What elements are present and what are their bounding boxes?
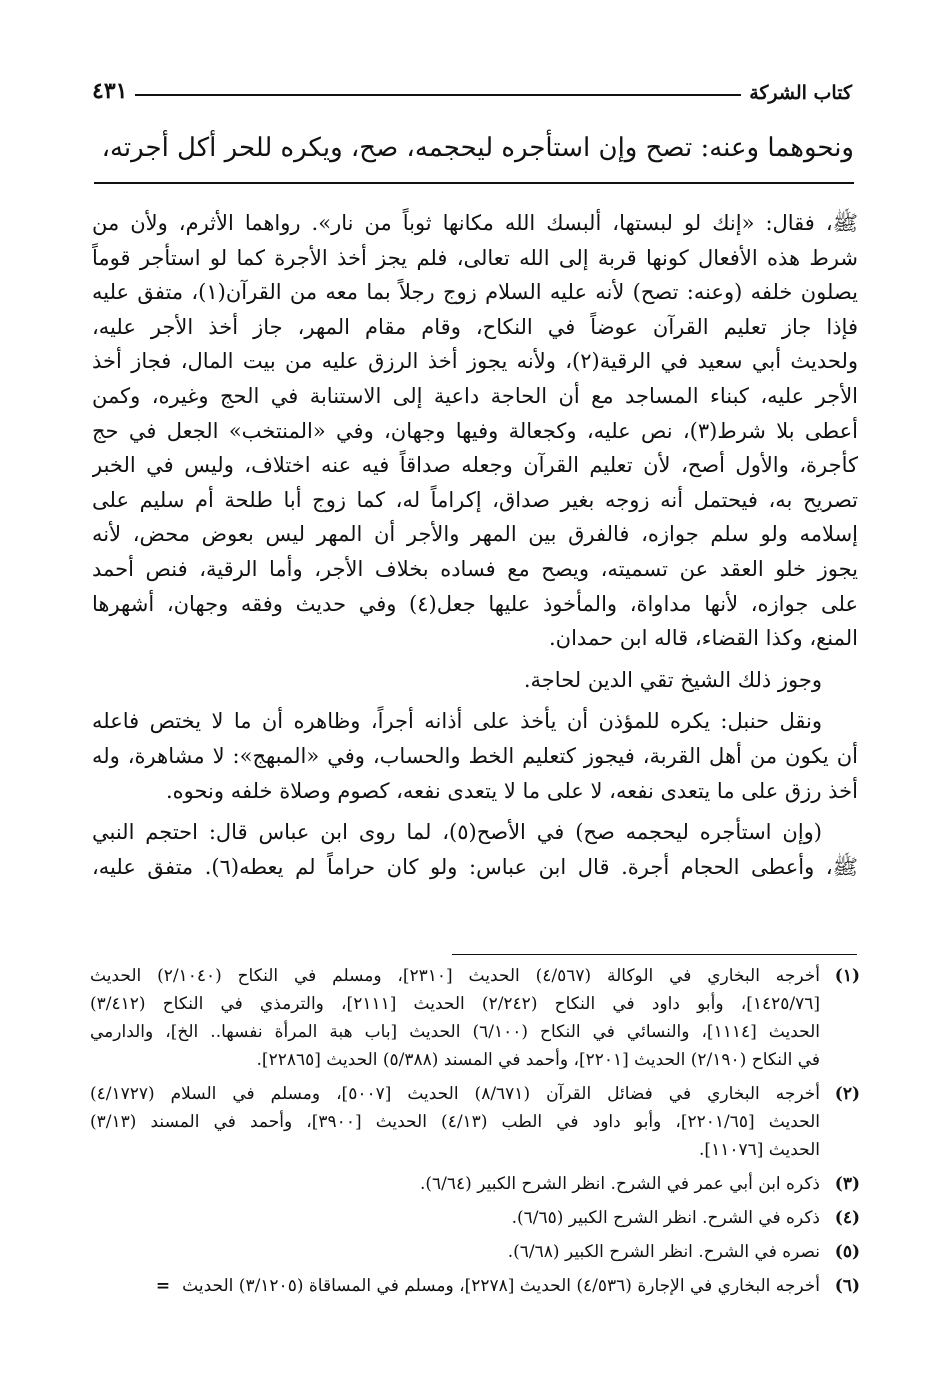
matn-text: ونحوهما وعنه: تصح وإن استأجره ليحجمه، صح، ويكره للحر أكل أجرته، — [101, 133, 854, 163]
text-line: وجوز ذلك الشيخ تقي الدين لحاجة. — [523, 667, 822, 692]
footnote-number: (٦) — [834, 1276, 860, 1296]
footnote-5 — [90, 1238, 860, 1266]
footnote-separator — [452, 954, 857, 955]
page-number: ٤٣١ — [92, 78, 128, 104]
text-line: تصريح به، فيحتمل أنه زوجه بغير صداق، إكراماً له، كما زوج أبا طلحة أم سليم على — [92, 487, 858, 512]
footnote-line — [90, 1272, 820, 1300]
footnote-1 — [90, 962, 860, 1074]
footnote-number: (٥) — [834, 1242, 860, 1262]
footnote-number: (٢) — [834, 1084, 860, 1104]
footnote-text — [90, 1170, 820, 1198]
footnote-line: الحديث [١١١٤]، والنسائي في النكاح (٦/١٠٠) الحديث [باب هبة المرأة نفسها.. الخ]، والدارمي — [90, 1022, 820, 1042]
text-line: إسلامه ولو سلم جوازه، فالفرق بين المهر والأجر أن المهر ليس بعوض محض، لأنه — [92, 522, 858, 547]
commentary — [92, 206, 858, 884]
commentary-paragraph-4 — [92, 815, 858, 884]
running-header — [92, 66, 852, 104]
footnote-line: نصره في الشرح. انظر الشرح الكبير (٦/٦٨). — [507, 1242, 820, 1262]
footnote-text — [90, 962, 820, 1074]
text-line: على جوازه، لأنها مداواة، والمأخوذ عليها جعل(٤) وفي حديث وفقه وجهان، أشهرها — [92, 591, 858, 616]
footnote-line-text: أخرجه البخاري في الإجارة (٤/٥٣٦) الحديث [٢٢٧٨]، ومسلم في المساقاة (٣/١٢٠٥) الحديث — [182, 1276, 820, 1296]
footnote-line: الحديث [٢٢٠١/٦٥]، وأبو داود في الطب (٤/١٣) الحديث [٣٩٠٠]، وأحمد في المسند (٣/١٣) — [90, 1112, 820, 1132]
footnote-text — [90, 1238, 820, 1266]
matn-separator — [94, 182, 854, 184]
text-line: شرط هذه الأفعال كونها قربة إلى الله تعالى، فلم يجز أخذ الأجرة كما لو استأجر قوماً — [92, 245, 858, 270]
text-line: يصلون خلفه (وعنه: تصح) لأنه عليه السلام زوج رجلاً بما معه من القرآن(١)، متفق عليه — [92, 280, 858, 305]
footnote-text — [90, 1204, 820, 1232]
text-line: ﷺ، فقال: «إنك لو لبستها، ألبسك الله مكانها ثوباً من نار». رواهما الأثرم، ولأن من — [92, 211, 858, 235]
text-line: أعطى بلا شرط(٣)، نص عليه، وكجعالة وفيها وجهان، وفي «المنتخب» الجعل في حج — [92, 418, 858, 443]
footnote-number: (٤) — [834, 1208, 860, 1228]
text-line: ونقل حنبل: يكره للمؤذن أن يأخذ على أذانه أجراً، وظاهره أن ما لا يختص فاعله — [92, 709, 822, 734]
footnote-6 — [90, 1272, 860, 1300]
text-line: المنع، وكذا القضاء، قاله ابن حمدان. — [549, 626, 858, 651]
footnote-text — [90, 1080, 820, 1164]
commentary-paragraph-2 — [92, 663, 858, 698]
text-line: أخذ رزق على ما يتعدى نفعه، لا على ما لا يتعدى نفعه، كصوم وصلاة خلفه ونحوه. — [165, 778, 858, 803]
footnote-number: (١) — [834, 966, 860, 986]
footnote-line: أخرجه البخاري في فضائل القرآن (٨/٦٧١) الحديث [٥٠٠٧]، ومسلم في السلام (٤/١٧٢٧) — [90, 1084, 820, 1104]
text-line: ولحديث أبي سعيد في الرقية(٢)، ولأنه يجوز أخذ الرزق عليه من بيت المال، فجاز أخذ — [92, 349, 858, 374]
footnote-number: (٣) — [834, 1174, 860, 1194]
footnote-line: ذكره في الشرح. انظر الشرح الكبير (٦/٦٥). — [511, 1208, 820, 1228]
commentary-paragraph-1 — [92, 206, 858, 656]
continuation-mark: = — [155, 1276, 171, 1296]
text-line: (وإن استأجره ليحجمه صح) في الأصح(٥)، لما روى ابن عباس قال: احتجم النبي — [92, 820, 822, 845]
text-line: الأجر عليه، كبناء المساجد مع أن الحاجة داعية إلى الاستنابة في الحج وغيره، وكمن — [92, 383, 858, 408]
header-rule — [135, 94, 741, 96]
book-title: كتاب الشركة — [749, 82, 852, 104]
footnote-3 — [90, 1170, 860, 1198]
text-line: أن يكون من أهل القربة، فيجوز كتعليم الخط والحساب، وفي «المبهج»: لا مشاهرة، وله — [92, 743, 858, 768]
text-line: يجوز خلو العقد عن تسميته، ويصح مع فساده بخلاف الأجر، وأما الرقية، فنص أحمد — [92, 556, 858, 581]
footnote-line: في النكاح (٢/١٩٠) الحديث [٢٢٠١]، وأحمد في المسند (٥/٣٨٨) الحديث [٢٢٨٦٥]. — [256, 1050, 820, 1070]
footnote-line: الحديث [١١٠٧٦]. — [699, 1140, 820, 1160]
footnote-4 — [90, 1204, 860, 1232]
footnote-line: [١٤٢٥/٧٦]، وأبو داود في النكاح (٢/٢٤٢) الحديث [٢١١١]، والترمذي في النكاح (٣/٤١٢) — [90, 994, 820, 1014]
footnote-2 — [90, 1080, 860, 1164]
text-line: كأجرة، والأول أصح، لأن تعليم القرآن وجعله صداقاً فيه عنه اختلاف، وليس في الخبر — [92, 453, 858, 478]
footnote-line: ذكره ابن أبي عمر في الشرح. انظر الشرح الكبير (٦/٦٤). — [419, 1174, 820, 1194]
text-line: فإذا جاز تعليم القرآن عوضاً في النكاح، وقام مقام المهر، جاز أخذ الأجر عليه، — [92, 314, 858, 339]
footnote-text — [90, 1272, 820, 1300]
commentary-paragraph-3 — [92, 704, 858, 808]
text-line: ﷺ، وأعطى الحجام أجرة. قال ابن عباس: ولو كان حراماً لم يعطه(٦). متفق عليه، — [92, 854, 858, 879]
footnote-line: أخرجه البخاري في الوكالة (٤/٥٦٧) الحديث [٢٣١٠]، ومسلم في النكاح (٢/١٠٤٠) الحديث — [90, 966, 820, 986]
footnotes — [90, 962, 860, 1300]
